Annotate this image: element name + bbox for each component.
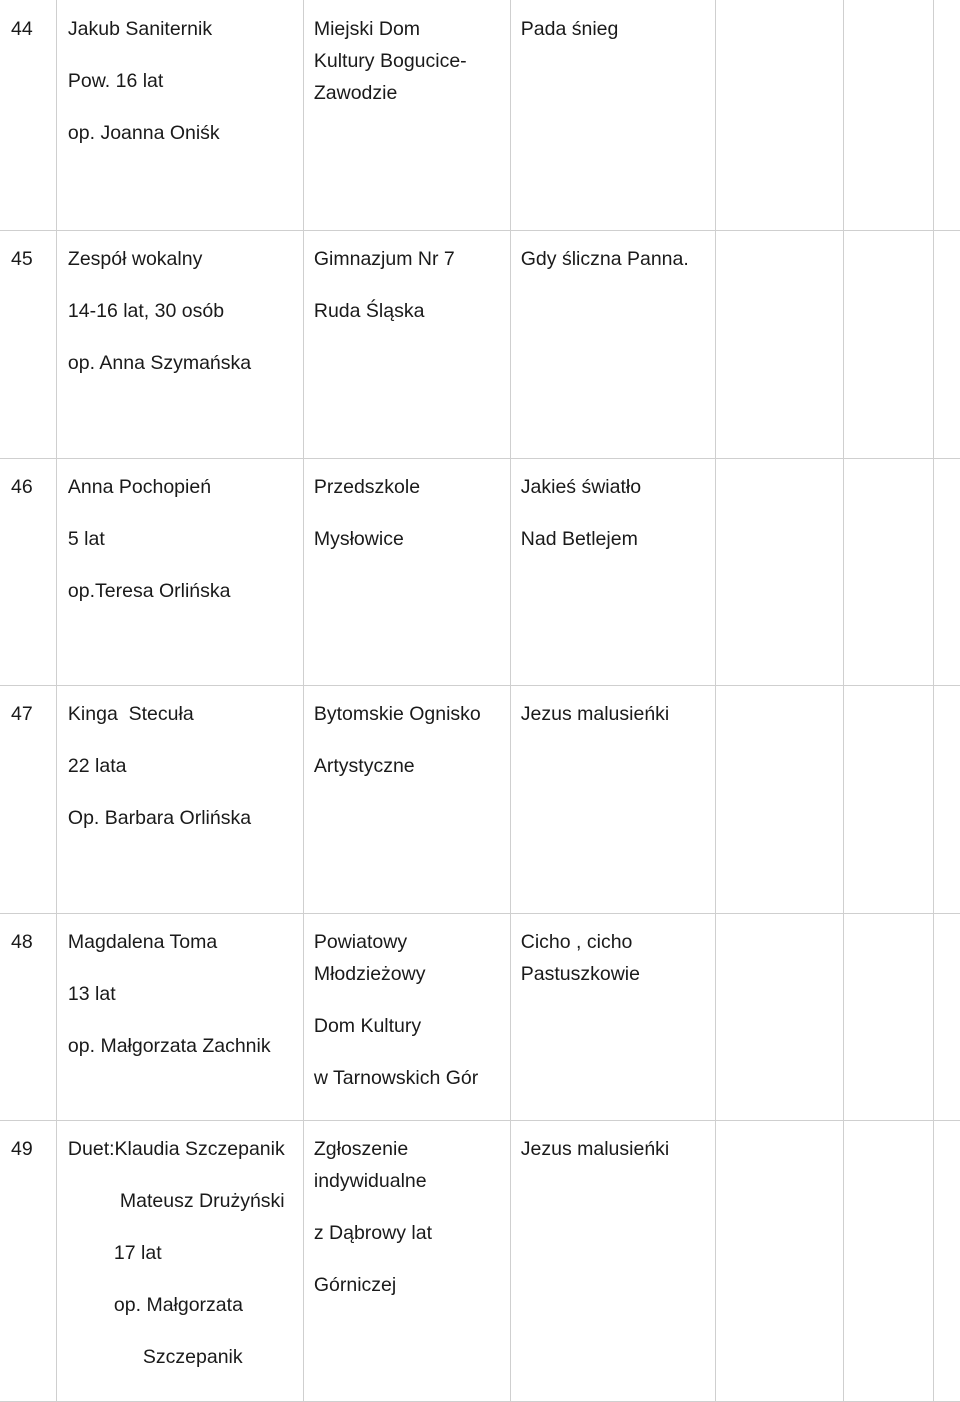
song-title: Pastuszkowie <box>520 963 640 985</box>
empty-cell <box>715 459 844 686</box>
performer-cell <box>57 914 303 1082</box>
institution-cell <box>304 1 510 109</box>
performer-age: 22 lata <box>67 755 127 777</box>
performer-name: Zespół wokalny <box>67 248 203 270</box>
table-row <box>1 1121 960 1402</box>
institution-line: Młodzieżowy <box>313 963 426 985</box>
performer-name: Kinga Stecuła <box>67 703 194 725</box>
empty-cell <box>844 1 934 231</box>
empty-cell <box>844 1121 934 1402</box>
performer-name: Anna Pochopień <box>67 476 212 498</box>
empty-cell <box>844 914 934 1121</box>
performer-name: Duet:Klaudia Szczepanik <box>67 1138 285 1160</box>
performer-age: Pow. 16 lat <box>67 70 164 92</box>
performer-cell <box>57 1 303 169</box>
institution-line: Powiatowy <box>313 931 408 953</box>
performer-cell <box>57 686 303 854</box>
entry-number: 47 <box>11 703 33 725</box>
empty-cell <box>934 1121 960 1402</box>
performer-cell <box>57 459 303 627</box>
empty-cell <box>715 686 844 914</box>
performer-cell <box>57 231 303 399</box>
performer-name: Magdalena Toma <box>67 931 218 953</box>
institution-line: w Tarnowskich Gór <box>313 1067 479 1089</box>
institution-cell <box>304 914 510 1114</box>
performer-cell <box>57 1121 303 1393</box>
empty-cell <box>715 231 844 459</box>
table-row <box>1 231 960 459</box>
empty-cell <box>715 1 844 231</box>
institution-line: Miejski Dom <box>313 18 421 40</box>
entry-number: 45 <box>11 248 33 270</box>
performer-tutor: op. Małgorzata <box>113 1294 243 1316</box>
table-row <box>1 914 960 1121</box>
empty-cell <box>934 231 960 459</box>
institution-line: Gimnazjum Nr 7 <box>313 248 455 270</box>
song-title: Cicho , cicho <box>520 931 633 953</box>
performer-tutor: op. Anna Szymańska <box>67 352 252 374</box>
institution-line: Ruda Śląska <box>313 300 425 322</box>
institution-cell <box>304 459 510 575</box>
performer-tutor: op. Joanna Oniśk <box>67 122 220 144</box>
song-title: Jezus malusieńki <box>520 1138 670 1160</box>
performer-tutor: Op. Barbara Orlińska <box>67 807 252 829</box>
empty-cell <box>844 459 934 686</box>
institution-line: Dom Kultury <box>313 1015 422 1037</box>
institution-line: Zgłoszenie <box>313 1138 409 1160</box>
institution-line: z Dąbrowy lat <box>313 1222 432 1244</box>
performer-tutor: op. Małgorzata Zachnik <box>67 1035 271 1057</box>
institution-line: Górniczej <box>313 1274 397 1296</box>
institution-cell <box>304 686 510 802</box>
institution-cell <box>304 1121 510 1321</box>
institution-line: Mysłowice <box>313 528 404 550</box>
performer-tutor: op.Teresa Orlińska <box>67 580 231 602</box>
empty-cell <box>844 686 934 914</box>
empty-cell <box>934 1 960 231</box>
performer-name: Jakub Saniternik <box>67 18 213 40</box>
performer-age: 13 lat <box>67 983 116 1005</box>
empty-cell <box>715 1121 844 1402</box>
institution-line: Przedszkole <box>313 476 421 498</box>
performer-age: 5 lat <box>67 528 105 550</box>
song-cell <box>511 231 715 295</box>
institution-line: Kultury Bogucice- <box>313 50 467 72</box>
song-title: Jezus malusieńki <box>520 703 670 725</box>
song-cell <box>511 459 715 575</box>
empty-cell <box>934 914 960 1121</box>
entry-number: 49 <box>11 1138 33 1160</box>
performer-name: Mateusz Drużyński <box>119 1190 285 1212</box>
table-row <box>1 686 960 914</box>
song-cell <box>511 914 715 1010</box>
empty-cell <box>934 459 960 686</box>
entry-number: 44 <box>11 18 33 40</box>
empty-cell <box>934 686 960 914</box>
institution-cell <box>304 231 510 347</box>
song-cell <box>511 1121 715 1185</box>
empty-cell <box>715 914 844 1121</box>
empty-cell <box>844 231 934 459</box>
song-cell <box>511 686 715 750</box>
performer-tutor: Szczepanik <box>142 1346 243 1368</box>
performer-age: 14-16 lat, 30 osób <box>67 300 225 322</box>
song-title: Pada śnieg <box>520 18 619 40</box>
song-title: Jakieś światło <box>520 476 642 498</box>
institution-line: Artystyczne <box>313 755 415 777</box>
institution-line: indywidualne <box>313 1170 427 1192</box>
song-title: Gdy śliczna Panna. <box>520 248 689 270</box>
institution-line: Zawodzie <box>313 82 398 104</box>
song-title: Nad Betlejem <box>520 528 638 550</box>
table-row <box>1 1 960 231</box>
song-cell <box>511 1 715 65</box>
entry-number: 48 <box>11 931 33 953</box>
performer-age: 17 lat <box>113 1242 162 1264</box>
entry-number: 46 <box>11 476 33 498</box>
table-row <box>1 459 960 686</box>
institution-line: Bytomskie Ognisko <box>313 703 481 725</box>
